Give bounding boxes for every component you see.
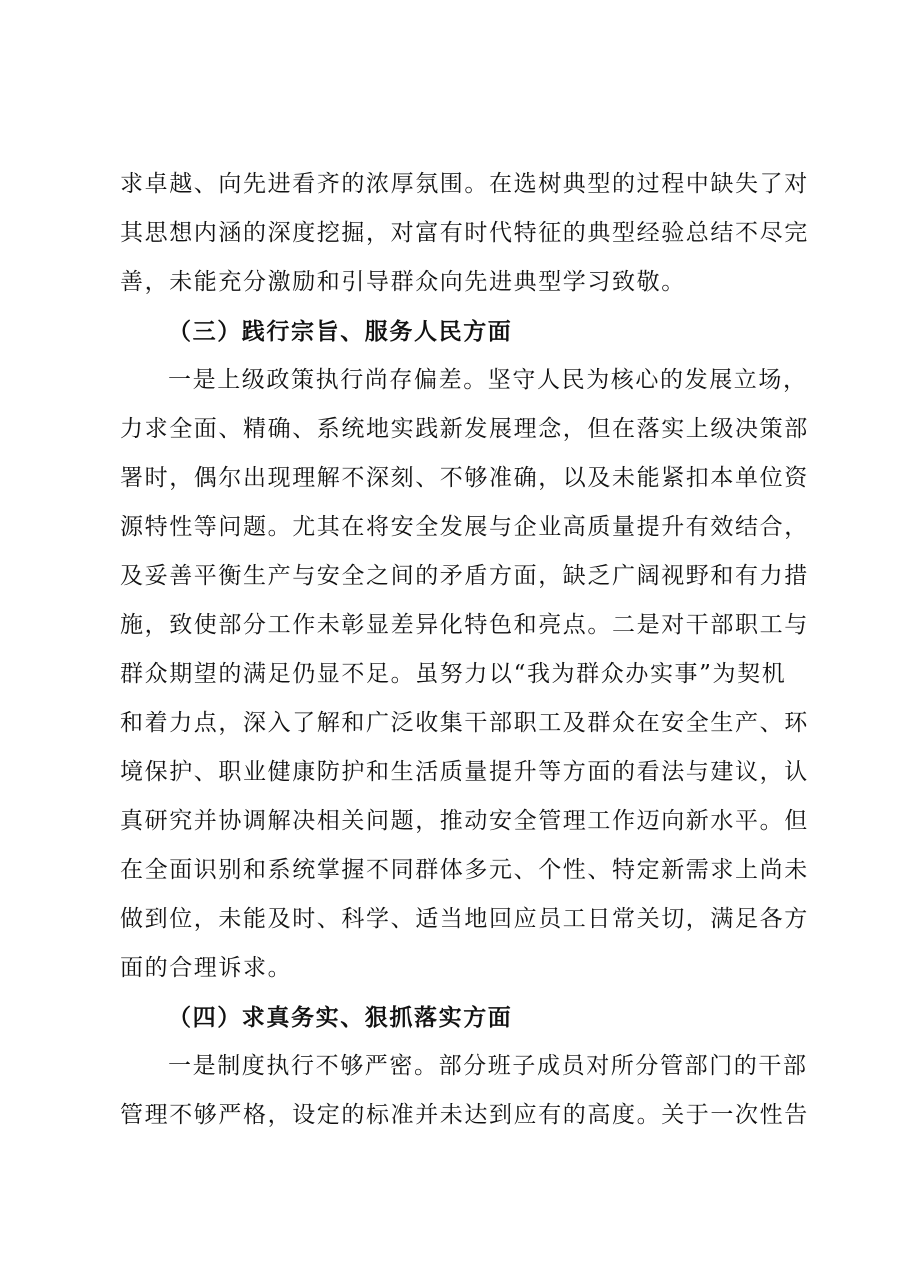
text-line: 施，致使部分工作未彰显差异化特色和亮点。二是对干部职工与 (120, 612, 809, 638)
text-line: 在全面识别和系统掌握不同群体多元、个性、特定新需求上尚未 (120, 857, 809, 883)
text-line: 及妥善平衡生产与安全之间的矛盾方面，缺乏广阔视野和有力措 (120, 563, 809, 589)
text-line: 做到位，未能及时、科学、适当地回应员工日常关切，满足各方 (120, 906, 809, 932)
text-line: 源特性等问题。尤其在将安全发展与企业高质量提升有效结合， (120, 514, 809, 540)
text-line: 群众期望的满足仍显不足。虽努力以“我为群众办实事”为契机 (120, 661, 787, 687)
section-heading: （三）践行宗旨、服务人民方面 (168, 318, 513, 345)
text-line: 面的合理诉求。 (120, 955, 293, 981)
text-line: 境保护、职业健康防护和生活质量提升等方面的看法与建议，认 (120, 759, 809, 785)
text-line: 求卓越、向先进看齐的浓厚氛围。在选树典型的过程中缺失了对 (120, 171, 809, 197)
text-line: 其思想内涵的深度挖掘，对富有时代特征的典型经验总结不尽完 (120, 220, 809, 246)
document-body (120, 160, 810, 1140)
text-line: 管理不够严格，设定的标准并未达到应有的高度。关于一次性告 (120, 1102, 809, 1128)
text-line: 善，未能充分激励和引导群众向先进典型学习致敬。 (120, 269, 686, 295)
text-line: 和着力点，深入了解和广泛收集干部职工及群众在安全生产、环 (120, 710, 809, 736)
section-heading: （四）求真务实、狠抓落实方面 (168, 1004, 513, 1031)
text-line: 真研究并协调解决相关问题，推动安全管理工作迈向新水平。但 (120, 808, 809, 834)
text-line: 署时，偶尔出现理解不深刻、不够准确，以及未能紧扣本单位资 (120, 465, 809, 491)
text-line: 一是制度执行不够严密。部分班子成员对所分管部门的干部 (168, 1053, 808, 1079)
text-line: 一是上级政策执行尚存偏差。坚守人民为核心的发展立场， (168, 367, 808, 393)
text-line: 力求全面、精确、系统地实践新发展理念，但在落实上级决策部 (120, 416, 809, 442)
